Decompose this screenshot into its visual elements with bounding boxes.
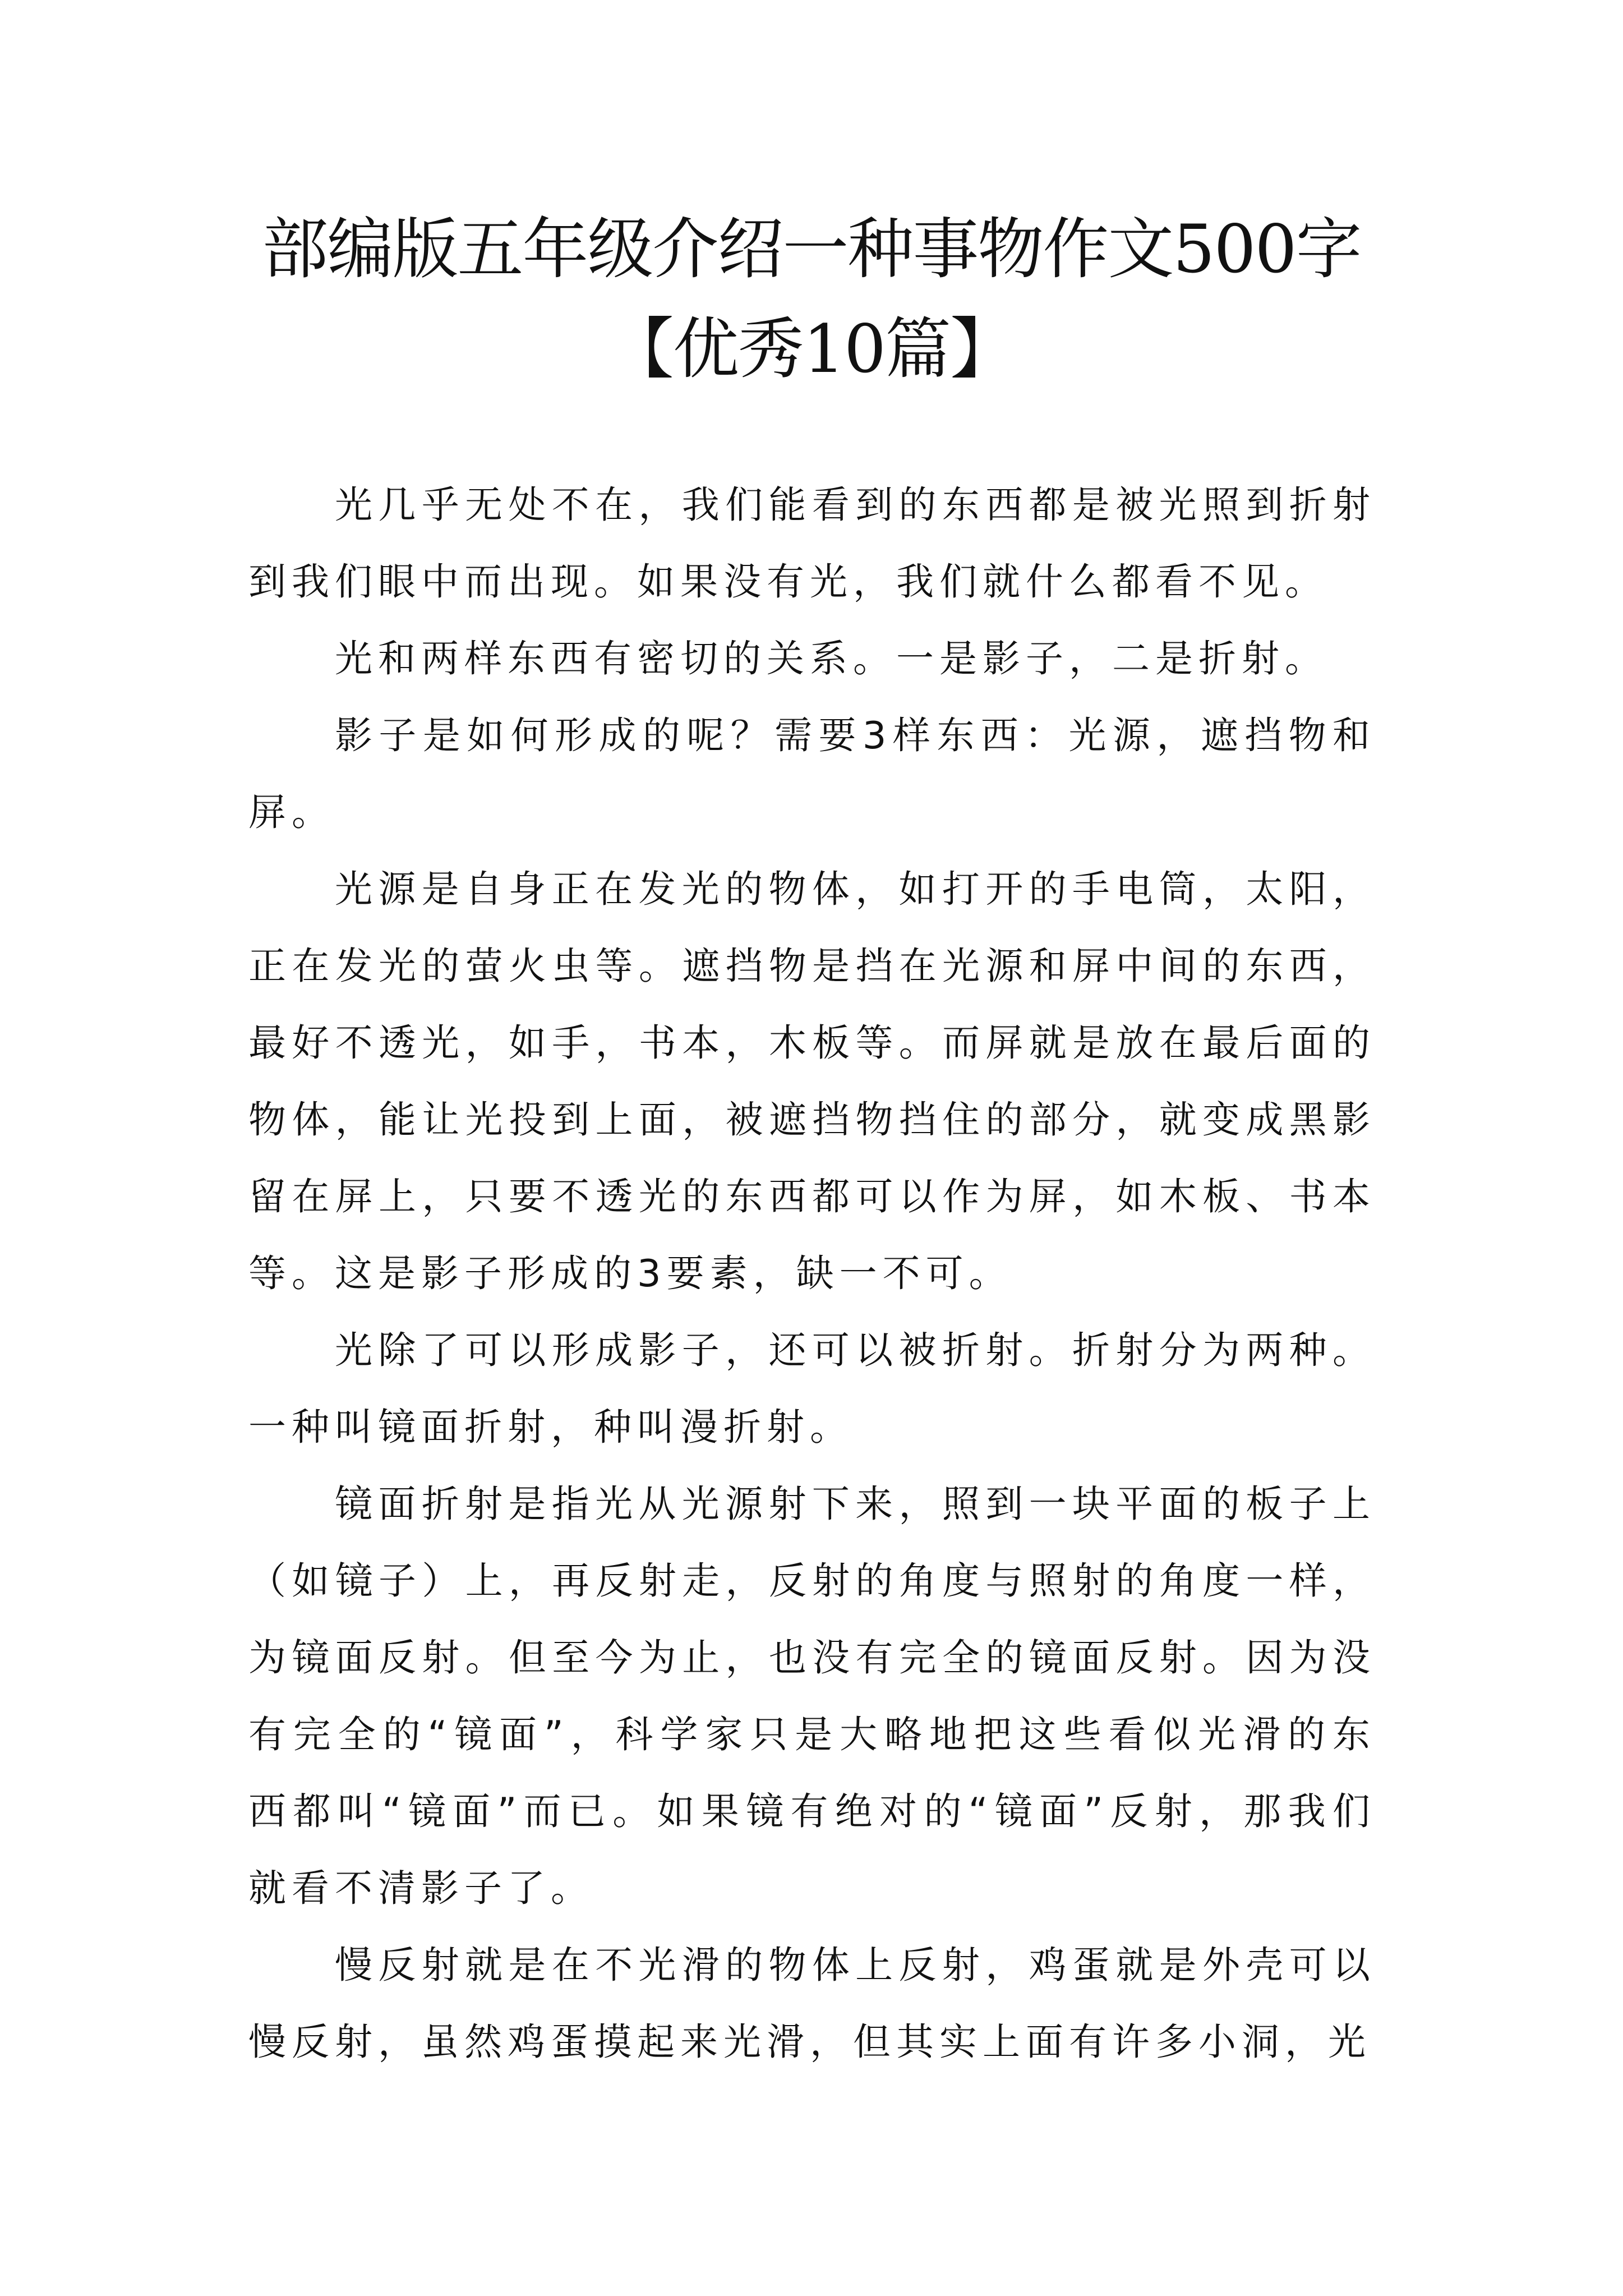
paragraph: 镜面折射是指光从光源射下来，照到一块平面的板子上（如镜子）上，再反射走，反射的角度与照射的角度一样，为镜面反射。但至今为止，也没有完全的镜面反射。因为没有完全的“镜面”，科学家只是大略地把这些看似光滑的东西都叫“镜面”而已。如果镜有绝对的“镜面”反射，那我们就看不清影子了。: [248, 1482, 1376, 1910]
paragraph: 光和两样东西有密切的关系。一是影子，二是折射。: [335, 637, 1328, 680]
paragraph: 影子是如何形成的呢？需要3样东西：光源，遮挡物和屏。: [248, 714, 1376, 834]
document-body: [248, 467, 1376, 2081]
paragraph: 光除了可以形成影子，还可以被折射。折射分为两种。一种叫镜面折射，种叫漫折射。: [248, 1328, 1376, 1449]
document-title: 部编版五年级介绍一种事物作文500字【优秀10篇】: [262, 210, 1361, 388]
paragraph: 光几乎无处不在，我们能看到的东西都是被光照到折射到我们眼中而出现。如果没有光，我们就什么都看不见。: [248, 483, 1376, 604]
paragraph: 光源是自身正在发光的物体，如打开的手电筒，太阳，正在发光的萤火虫等。遮挡物是挡在光源和屏中间的东西，最好不透光，如手，书本，木板等。而屏就是放在最后面的物体，能让光投到上面，被遮挡物挡住的部分，就变成黑影留在屏上，只要不透光的东西都可以作为屏，如木板、书本等。这是影子形成的3要素，缺一不可。: [248, 867, 1376, 1295]
paragraph: 慢反射就是在不光滑的物体上反射，鸡蛋就是外壳可以慢反射，虽然鸡蛋摸起来光滑，但其实上面有许多小洞，光: [248, 1943, 1376, 2064]
